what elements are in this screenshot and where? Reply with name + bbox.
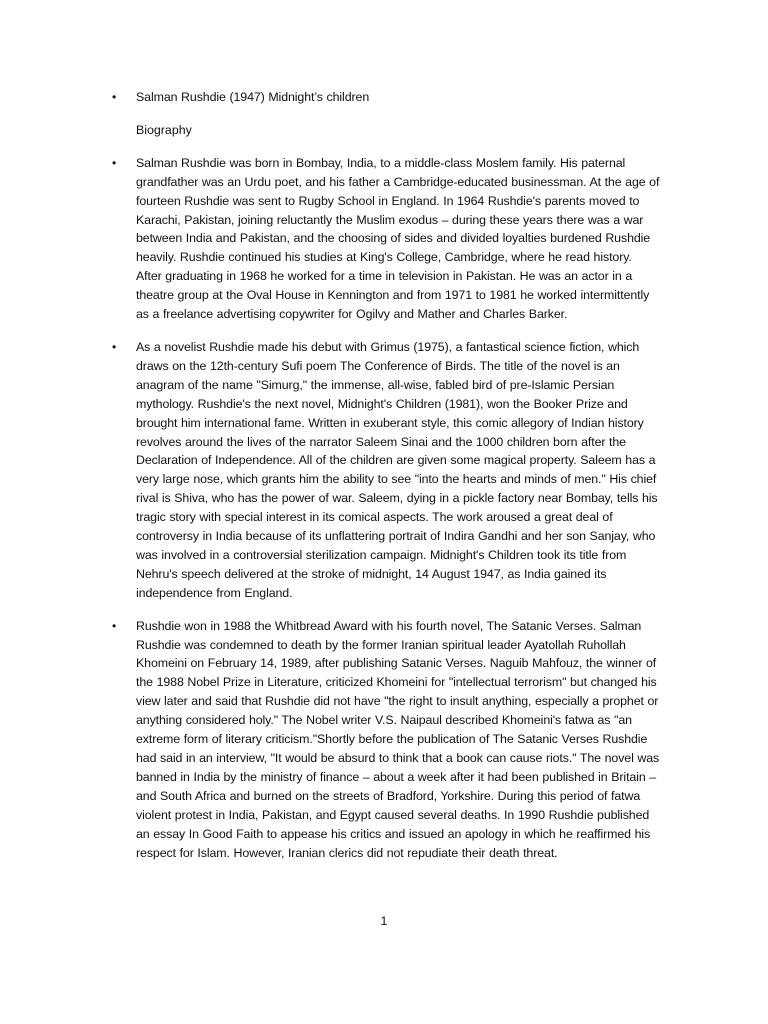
paragraph-text: Rushdie won in 1988 the Whitbread Award with his fourth novel, The Satanic Verses. Salman Rushdie was condemned to death by the former Iranian spiritual leader Ayatollah Ruhollah Khomeini on February 14, 1989, after publishing Satanic Verses. Naguib Mahfouz, the winner of the 1988 Nobel Prize in Literature, criticized Khomeini for "intellectual terrorism" but changed his view later and said that Rushdie did not have "the right to insult anything, especially a prophet or anything considered holy." The Nobel writer V.S. Naipaul described Khomeini's fatwa as "an extreme form of literary criticism."Shortly before the publication of The Satanic Verses Rushdie had said in an interview, "It would be absurd to think that a book can cause riots." The novel was banned in India by the ministry of finance – about a week after it had been published in Britain – and South Africa and burned on the streets of Bradford, Yorkshire. During this period of fatwa violent protest in India, Pakistan, and Egypt caused several deaths. In 1990 Rushdie published an essay In Good Faith to appease his critics and issued an apology in which he reaffirmed his respect for Islam. However, Iranian clerics did not repudiate their death threat. [136,618,660,860]
bullet-icon: • [112,90,117,104]
document-body [112,88,660,862]
bullet-item-paragraph-3 [112,617,660,863]
bullet-item-paragraph-1 [112,154,660,324]
heading-text: Salman Rushdie (1947) Midnight’s children [136,90,370,104]
bullet-icon: • [112,618,117,633]
bullet-icon: • [112,155,117,170]
bullet-item-paragraph-2 [112,338,660,603]
paragraph-text: Salman Rushdie was born in Bombay, India, to a middle-class Moslem family. His paternal grandfather was an Urdu poet, and his father a Cambridge-educated businessman. At the age of fourteen Rushdie was sent to Rugby School in England. In 1964 Rushdie's parents moved to Karachi, Pakistan, joining reluctantly the Muslim exodus – during these years there was a war between India and Pakistan, and the choosing of sides and divided loyalties burdened Rushdie heavily. Rushdie continued his studies at King's College, Cambridge, where he read history. After graduating in 1968 he worked for a time in television in Pakistan. He was an actor in a theatre group at the Oval House in Kennington and from 1971 to 1981 he worked intermittently as a freelance advertising copywriter for Ogilvy and Mather and Charles Barker. [136,155,660,322]
section-subheading: Biography [136,122,192,137]
paragraph-text: As a novelist Rushdie made his debut with Grimus (1975), a fantastical science fiction, which draws on the 12th-century Sufi poem The Conference of Birds. The title of the novel is an anagram of the name "Simurg," the immense, all-wise, fabled bird of pre-Islamic Persian mythology. Rushdie's the next novel, Midnight's Children (1981), won the Booker Prize and brought him international fame. Written in exuberant style, this comic allegory of Indian history revolves around the lives of the narrator Saleem Sinai and the 1000 children born after the Declaration of Independence. All of the children are given some magical property. Saleem has a very large nose, which grants him the ability to see "into the hearts and minds of men." His chief rival is Shiva, who has the power of war. Saleem, dying in a pickle factory near Bombay, tells his tragic story with special interest in its comical aspects. The work aroused a great deal of controversy in India because of its unflattering portrait of Indira Gandhi and her son Sanjay, who was involved in a controversial sterilization campaign. Midnight's Children took its title from Nehru's speech delivered at the stroke of midnight, 14 August 1947, as India gained its independence from England. [136,339,658,600]
page-number: 1 [380,914,388,928]
bullet-icon: • [112,339,117,354]
bullet-item-heading [112,88,660,107]
